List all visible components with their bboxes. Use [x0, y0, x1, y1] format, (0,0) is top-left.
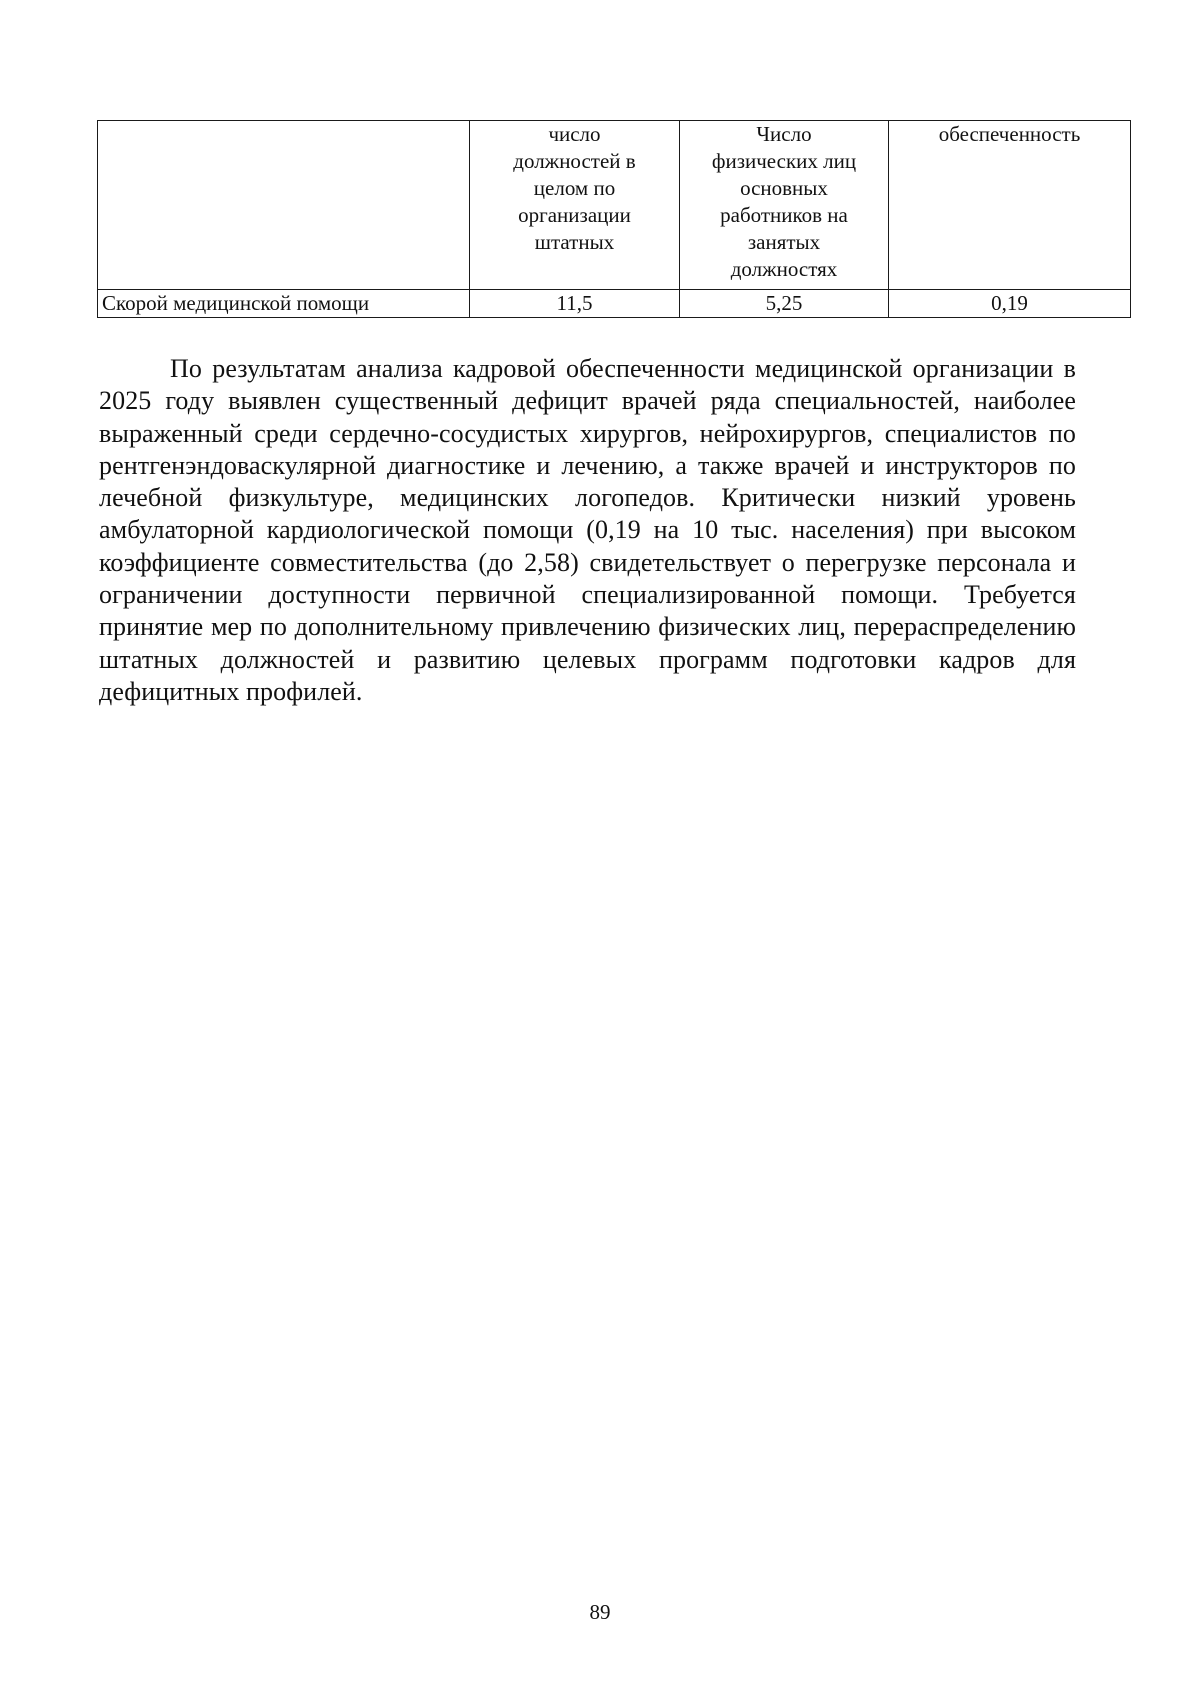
provision-cell: 0,19 — [889, 290, 1131, 318]
staffing-table — [97, 120, 1131, 318]
positions-cell: 11,5 — [470, 290, 680, 318]
header-cell-positions — [470, 121, 680, 290]
persons-cell: 5,25 — [680, 290, 889, 318]
header-cell-provision — [889, 121, 1131, 290]
table-header-row — [98, 121, 1131, 290]
header-cell-label — [98, 121, 470, 290]
header-positions-text: число должностей в целом по организации штатных — [513, 122, 636, 254]
analysis-paragraph: По результатам анализа кадровой обеспеченности медицинской организации в 2025 году выявлен существенный дефицит врачей ряда специальностей, наиболее выраженный среди сердечно-сосудистых хирургов, нейрохирургов, специалистов по рентгенэндоваскулярной диагностике и лечению, а также врачей и инструкторов по лечебной физкультуре, медицинских логопедов. Критически низкий уровень амбулаторной кардиологической помощи (0,19 на 10 тыс. населения) при высоком коэффициенте совместительства (до 2,58) свидетельствует о перегрузке персонала и ограничении доступности первичной специализированной помощи. Требуется принятие мер по дополнительному привлечению физических лиц, перераспределению штатных должностей и развитию целевых программ подготовки кадров для дефицитных профилей. — [99, 354, 1076, 706]
row-label-cell: Скорой медицинской помощи — [98, 290, 470, 318]
header-persons-text: Число физических лиц основных работников на занятых должностях — [711, 122, 857, 281]
page-number: 89 — [589, 1600, 611, 1624]
table-row — [98, 290, 1131, 318]
header-provision-text: обеспеченность — [938, 122, 1081, 146]
header-cell-persons — [680, 121, 889, 290]
